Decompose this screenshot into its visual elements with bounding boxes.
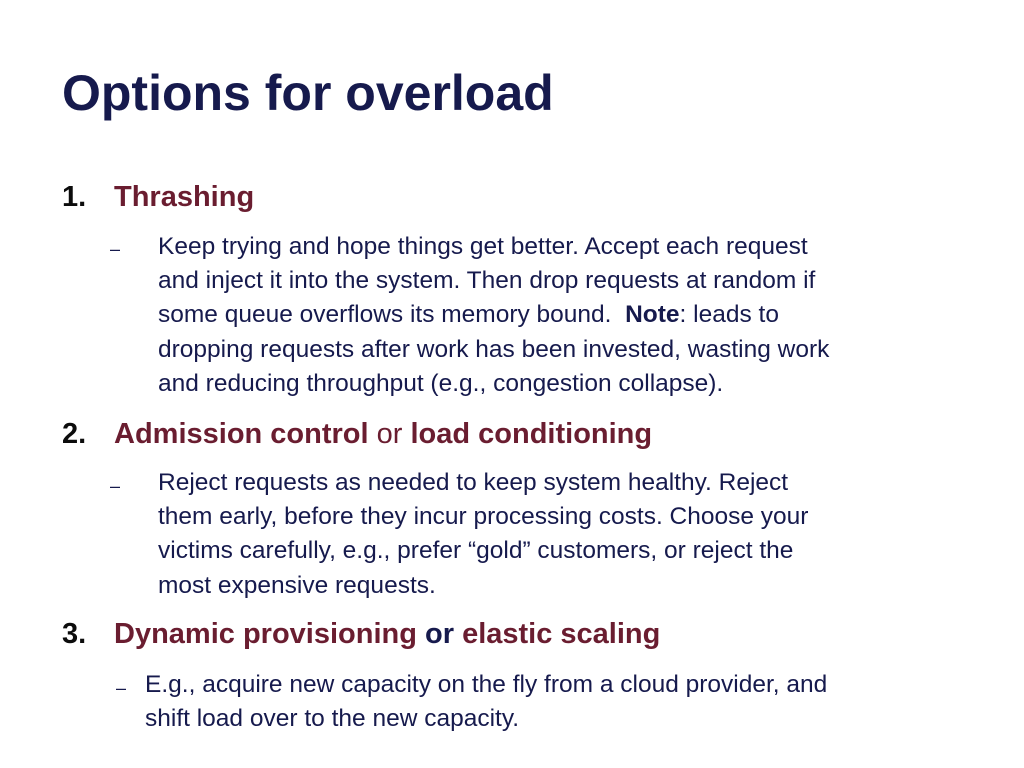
body-line: and inject it into the system. Then drop requests at random if xyxy=(158,267,816,295)
item-number: 1. xyxy=(62,181,87,213)
note-label: Note xyxy=(625,301,680,329)
body-line: and reducing throughput (e.g., congestion collapse). xyxy=(158,369,724,397)
dash-bullet: – xyxy=(116,678,127,698)
item-heading-b: elastic scaling xyxy=(462,618,661,650)
item-number: 3. xyxy=(62,618,87,650)
list-item-1 xyxy=(62,180,254,215)
body-line xyxy=(158,298,829,332)
item-number: 2. xyxy=(62,418,87,450)
body-line-start: some queue overflows its memory bound. xyxy=(158,301,626,329)
note-rest: : leads to xyxy=(679,301,779,329)
slide-title: Options for overload xyxy=(62,65,554,121)
body-line: shift load over to the new capacity. xyxy=(145,705,520,733)
body-line: dropping requests after work has been invested, wasting work xyxy=(158,335,830,363)
body-line: most expensive requests. xyxy=(158,571,436,599)
item-joiner: or xyxy=(368,418,411,450)
body-line: Reject requests as needed to keep system healthy. Reject xyxy=(158,469,789,496)
body-line: Keep trying and hope things get better. Accept each request xyxy=(158,233,808,260)
list-item-3 xyxy=(62,617,660,652)
body-line: victims carefully, e.g., prefer “gold” customers, or reject the xyxy=(158,537,794,565)
body-line: E.g., acquire new capacity on the fly from a cloud provider, and xyxy=(145,671,828,698)
list-item-2 xyxy=(62,417,652,452)
item-heading-b: load conditioning xyxy=(410,418,653,450)
item-1-body xyxy=(158,230,829,401)
dash-bullet: – xyxy=(110,239,121,259)
item-heading-a: Dynamic provisioning xyxy=(114,618,417,650)
body-line: them early, before they incur processing costs. Choose your xyxy=(158,503,809,531)
dash-bullet: – xyxy=(110,476,121,496)
item-joiner: or xyxy=(416,618,463,650)
item-3-body xyxy=(145,668,827,736)
item-heading: Thrashing xyxy=(114,181,255,213)
item-2-body xyxy=(158,466,808,603)
item-heading-a: Admission control xyxy=(114,418,369,450)
